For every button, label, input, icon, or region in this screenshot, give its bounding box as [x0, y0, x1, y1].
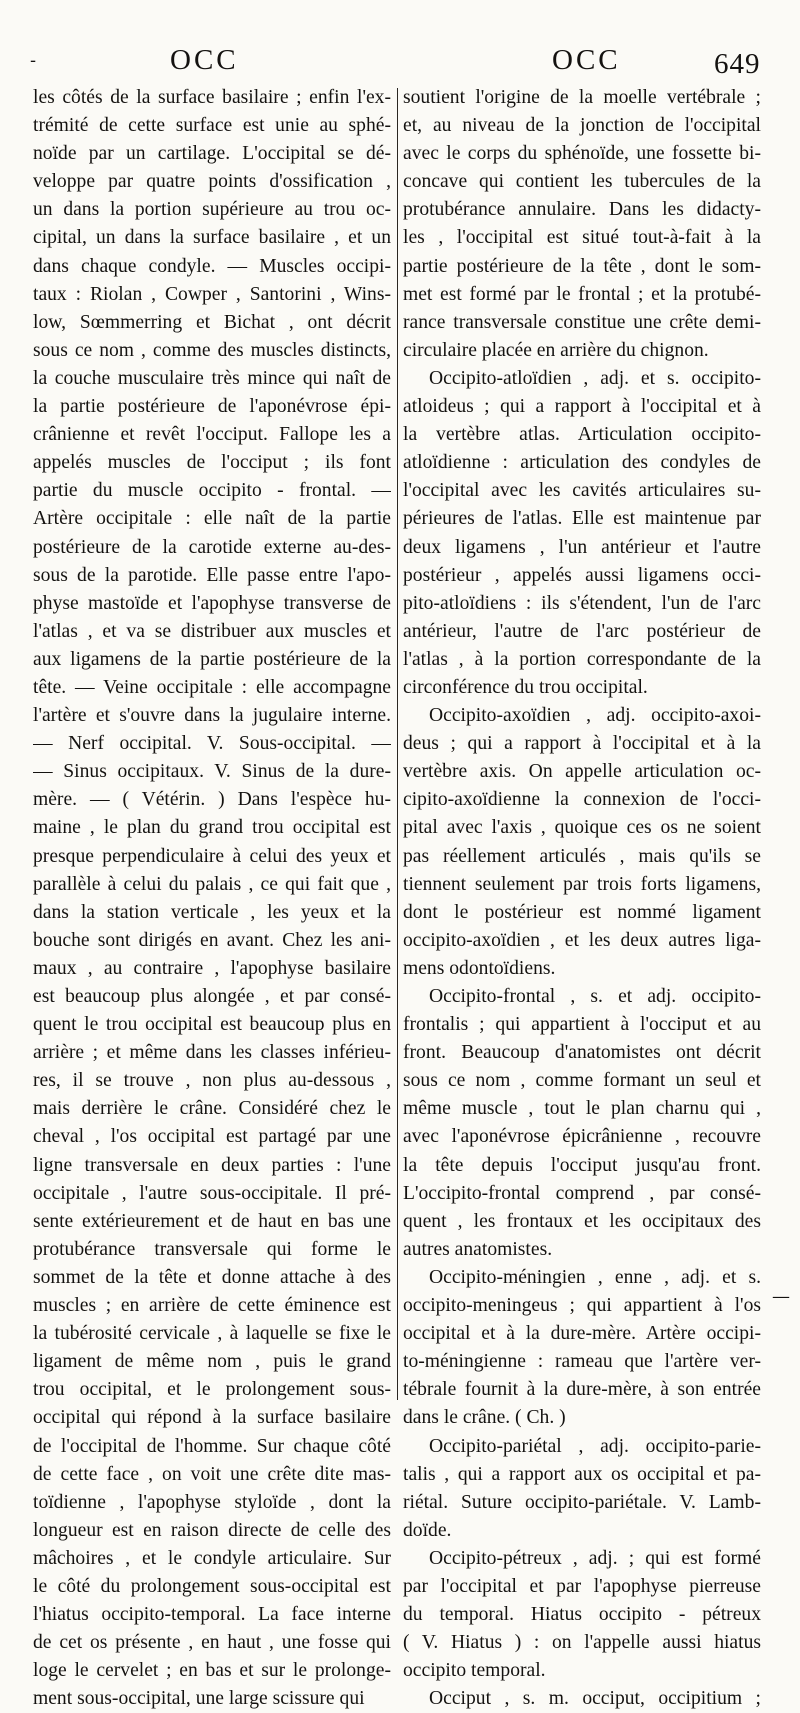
margin-mark: —: [772, 1286, 790, 1307]
text-line: dont le postérieur est nommé ligament: [403, 901, 761, 923]
text-line: dans chaque condyle. — Muscles occipi-: [33, 255, 391, 277]
text-line: l'atlas , et va se distribuer aux muscles et: [33, 620, 391, 642]
text-line: Occiput , s. m. occiput, occipitium ;: [429, 1688, 761, 1710]
text-line: maux , au contraire , l'apophyse basilaire: [33, 957, 391, 979]
text-line: low, Sœmmerring et Bichat , ont décrit: [33, 311, 391, 333]
text-line: la partie postérieure de l'aponévrose épi-: [33, 396, 391, 418]
text-line: l'occipital avec les cavités articulaires su-: [403, 480, 761, 502]
column-divider: [397, 88, 398, 1400]
text-line: périeures de l'atlas. Elle est maintenue par: [403, 508, 761, 530]
text-line: avec l'aponévrose épicrânienne , recouvre: [403, 1126, 761, 1148]
text-line: de cette face , on voit une crête dite mas-: [33, 1463, 391, 1485]
text-line: sous ce nom , comme formant un seul et: [403, 1070, 761, 1092]
text-line: occipitale , l'autre sous-occipitale. Il pré-: [33, 1182, 391, 1204]
text-line: occipital et à la dure-mère. Artère occipi-: [403, 1323, 761, 1345]
text-line: dans la station verticale , les yeux et la: [33, 901, 391, 923]
text-line: L'occipito-frontal comprend , par consé-: [403, 1182, 761, 1204]
text-line: trou occipital, et le prolongement sous-: [33, 1379, 391, 1401]
text-line: Occipito-pariétal , adj. occipito-parie-: [429, 1435, 761, 1457]
text-line: atloideus ; qui a rapport à l'occipital et à: [403, 396, 761, 418]
left-column: [33, 84, 391, 1713]
text-line: la couche musculaire très mince qui naît de: [33, 367, 391, 389]
text-line: dans le crâne. ( Ch. ): [403, 1407, 566, 1429]
text-line: occipito-axoïdien , et les deux autres liga-: [403, 929, 761, 951]
text-line: front. Beaucoup d'anatomistes ont décrit: [403, 1042, 761, 1064]
text-line: bouche sont dirigés en avant. Chez les ani-: [33, 929, 391, 951]
text-line: Artère occipitale : elle naît de la partie: [33, 508, 391, 530]
text-line: ligament de même nom , puis le grand: [33, 1351, 391, 1373]
text-line: partie du muscle occipito - frontal. —: [33, 480, 391, 502]
text-line: antérieur, l'autre de l'arc postérieur de: [403, 620, 761, 642]
text-line: physe mastoïde et l'apophyse transverse de: [33, 592, 391, 614]
text-line: pital avec l'axis , quoique ces os ne soient: [403, 817, 761, 839]
text-line: met est formé par le frontal ; et la protubé-: [403, 283, 761, 305]
text-line: sous de la parotide. Elle passe entre l'apo-: [33, 564, 391, 586]
text-line: ment sous-occipital, une large scissure qui: [33, 1688, 365, 1710]
text-line: la tubérosité cervicale , à laquelle se fixe le: [33, 1323, 391, 1345]
text-line: muscles ; en arrière de cette éminence est: [33, 1295, 391, 1317]
text-line: Occipito-pétreux , adj. ; qui est formé: [429, 1547, 761, 1569]
text-line: ligne transversale en deux parties : l'une: [33, 1154, 391, 1176]
text-line: deux ligamens , l'un antérieur et l'autre: [403, 536, 761, 558]
text-line: — Nerf occipital. V. Sous-occipital. —: [33, 733, 391, 755]
header-right-title: OCC: [552, 44, 621, 76]
text-line: sommet de la tête et donne attache à des: [33, 1266, 391, 1288]
text-line: longueur est en raison directe de celle des: [33, 1519, 391, 1541]
text-line: pito-atloïdiens : ils s'étendent, l'un de l'arc: [403, 592, 761, 614]
text-line: mens odontoïdiens.: [403, 957, 556, 979]
text-line: avec le corps du sphénoïde, une fossette bi-: [403, 143, 761, 165]
text-line: l'artère et s'ouvre dans la jugulaire interne.: [33, 705, 391, 727]
text-line: occipito-meningeus ; qui appartient à l'os: [403, 1295, 761, 1317]
text-line: sous ce nom , comme des muscles distincts,: [33, 339, 391, 361]
text-line: veloppe par quatre points d'ossification ,: [33, 171, 391, 193]
text-line: — Sinus occipitaux. V. Sinus de la dure-: [33, 761, 391, 783]
text-line: cheval , l'os occipital est partagé par une: [33, 1126, 391, 1148]
text-line: l'atlas , à la portion correspondante de la: [403, 648, 761, 670]
text-line: noïde par un cartilage. L'occipital se dé-: [33, 143, 391, 165]
text-line: un dans la portion supérieure au trou oc-: [33, 199, 391, 221]
text-line: du temporal. Hiatus occipito - pétreux: [403, 1604, 761, 1626]
page-number: 649: [714, 48, 761, 80]
text-line: protubérance transversale qui forme le: [33, 1238, 391, 1260]
text-line: parallèle à celui du palais , ce qui fait que ,: [33, 873, 391, 895]
text-line: rance transversale constitue une crête demi-: [403, 311, 761, 333]
text-line: protubérance annulaire. Dans les didacty-: [403, 199, 761, 221]
text-line: tête. — Veine occipitale : elle accompagne: [33, 676, 391, 698]
text-line: frontalis ; qui appartient à l'occiput et au: [403, 1014, 761, 1036]
text-line: Occipito-frontal , s. et adj. occipito-: [429, 986, 761, 1007]
text-line: crânienne et revêt l'occiput. Fallope les a: [33, 424, 391, 446]
text-line: occipito temporal.: [403, 1660, 546, 1682]
text-line: et, au niveau de la jonction de l'occipital: [403, 115, 761, 137]
text-line: res, il se trouve , non plus au-dessous ,: [33, 1070, 391, 1092]
text-line: taux : Riolan , Cowper , Santorini , Wins-: [33, 283, 391, 305]
text-line: maine , le plan du grand trou occipital est: [33, 817, 391, 839]
text-line: même muscle , tout le plan charnu qui ,: [403, 1098, 761, 1120]
text-line: loge le cervelet ; en bas et sur le prolonge-: [33, 1660, 391, 1682]
text-line: postérieur , appelés aussi ligamens occi-: [403, 564, 761, 586]
text-line: la vertèbre atlas. Articulation occipito-: [403, 424, 761, 446]
text-line: cipito-axoïdienne la connexion de l'occi-: [403, 789, 761, 811]
text-line: Occipito-atloïdien , adj. et s. occipito-: [429, 367, 761, 389]
text-line: aux ligamens de la partie postérieure de la: [33, 648, 391, 670]
text-line: l'hiatus occipito-temporal. La face interne: [33, 1604, 391, 1626]
header-left-title: OCC: [170, 44, 239, 76]
text-line: autres anatomistes.: [403, 1238, 553, 1260]
text-line: mère. — ( Vétérin. ) Dans l'espèce hu-: [33, 789, 391, 811]
text-line: soutient l'origine de la moelle vertébrale ;: [403, 87, 761, 108]
text-line: deus ; qui a rapport à l'occipital et à la: [403, 733, 761, 755]
text-line: Occipito-méningien , enne , adj. et s.: [429, 1266, 761, 1288]
text-line: arrière ; et même dans les classes inférieu-: [33, 1042, 391, 1064]
text-line: par l'occipital et par l'apophyse pierreuse: [403, 1575, 761, 1597]
text-line: circonférence du trou occipital.: [403, 676, 648, 698]
running-header: [0, 44, 800, 84]
text-line: est beaucoup plus alongée , et par consé-: [33, 986, 391, 1007]
text-line: presque perpendiculaire à celui des yeux et: [33, 845, 391, 867]
right-column: [403, 84, 761, 1713]
text-line: concave qui contient les tubercules de la: [403, 171, 761, 193]
text-line: atloïdienne : articulation des condyles de: [403, 452, 761, 474]
text-line: trémité de cette surface est unie au sphé-: [33, 115, 391, 137]
text-line: circulaire placée en arrière du chignon.: [403, 339, 709, 361]
text-line: vertèbre axis. On appelle articulation oc-: [403, 761, 761, 783]
text-line: mais derrière le crâne. Considéré chez le: [33, 1098, 391, 1120]
margin-mark: -: [30, 50, 37, 71]
text-line: de cet os présente , en haut , une fosse qui: [33, 1632, 391, 1654]
text-line: postérieure de la carotide externe au-des-: [33, 536, 391, 558]
text-line: occipital qui répond à la surface basilaire: [33, 1407, 391, 1429]
text-line: quent le trou occipital est beaucoup plus en: [33, 1014, 391, 1036]
text-line: mâchoires , et le condyle articulaire. Sur: [33, 1547, 391, 1569]
text-line: les , l'occipital est situé tout-à-fait à la: [403, 227, 761, 249]
text-line: appelés muscles de l'occiput ; ils font: [33, 452, 391, 474]
text-line: Occipito-axoïdien , adj. occipito-axoi-: [429, 705, 761, 727]
text-line: de l'occipital de l'homme. Sur chaque côté: [33, 1435, 391, 1457]
text-line: talis , qui a rapport aux os occipital et pa-: [403, 1463, 761, 1485]
text-line: quent , les frontaux et les occipitaux des: [403, 1210, 761, 1232]
text-line: sente extérieurement et de haut en bas une: [33, 1210, 391, 1232]
text-line: to-méningienne : rameau que l'artère ver-: [403, 1351, 761, 1373]
text-line: pas réellement articulés , mais qu'ils se: [403, 845, 761, 867]
text-line: riétal. Suture occipito-pariétale. V. Lamb-: [403, 1491, 761, 1513]
text-line: cipital, un dans la surface basilaire , et un: [33, 227, 391, 249]
text-line: tébrale fournit à la dure-mère, à son entrée: [403, 1379, 761, 1401]
text-line: la tête depuis l'occiput jusqu'au front.: [403, 1154, 761, 1176]
text-line: tiennent seulement par trois forts ligamens,: [403, 873, 761, 895]
text-line: toïdienne , l'apophyse styloïde , dont la: [33, 1491, 391, 1513]
text-line: partie postérieure de la tête , dont le som-: [403, 255, 761, 277]
text-line: les côtés de la surface basilaire ; enfin l'ex-: [33, 87, 391, 108]
text-line: doïde.: [403, 1519, 452, 1541]
text-line: le côté du prolongement sous-occipital est: [33, 1575, 391, 1597]
text-line: ( V. Hiatus ) : on l'appelle aussi hiatus: [403, 1632, 761, 1654]
